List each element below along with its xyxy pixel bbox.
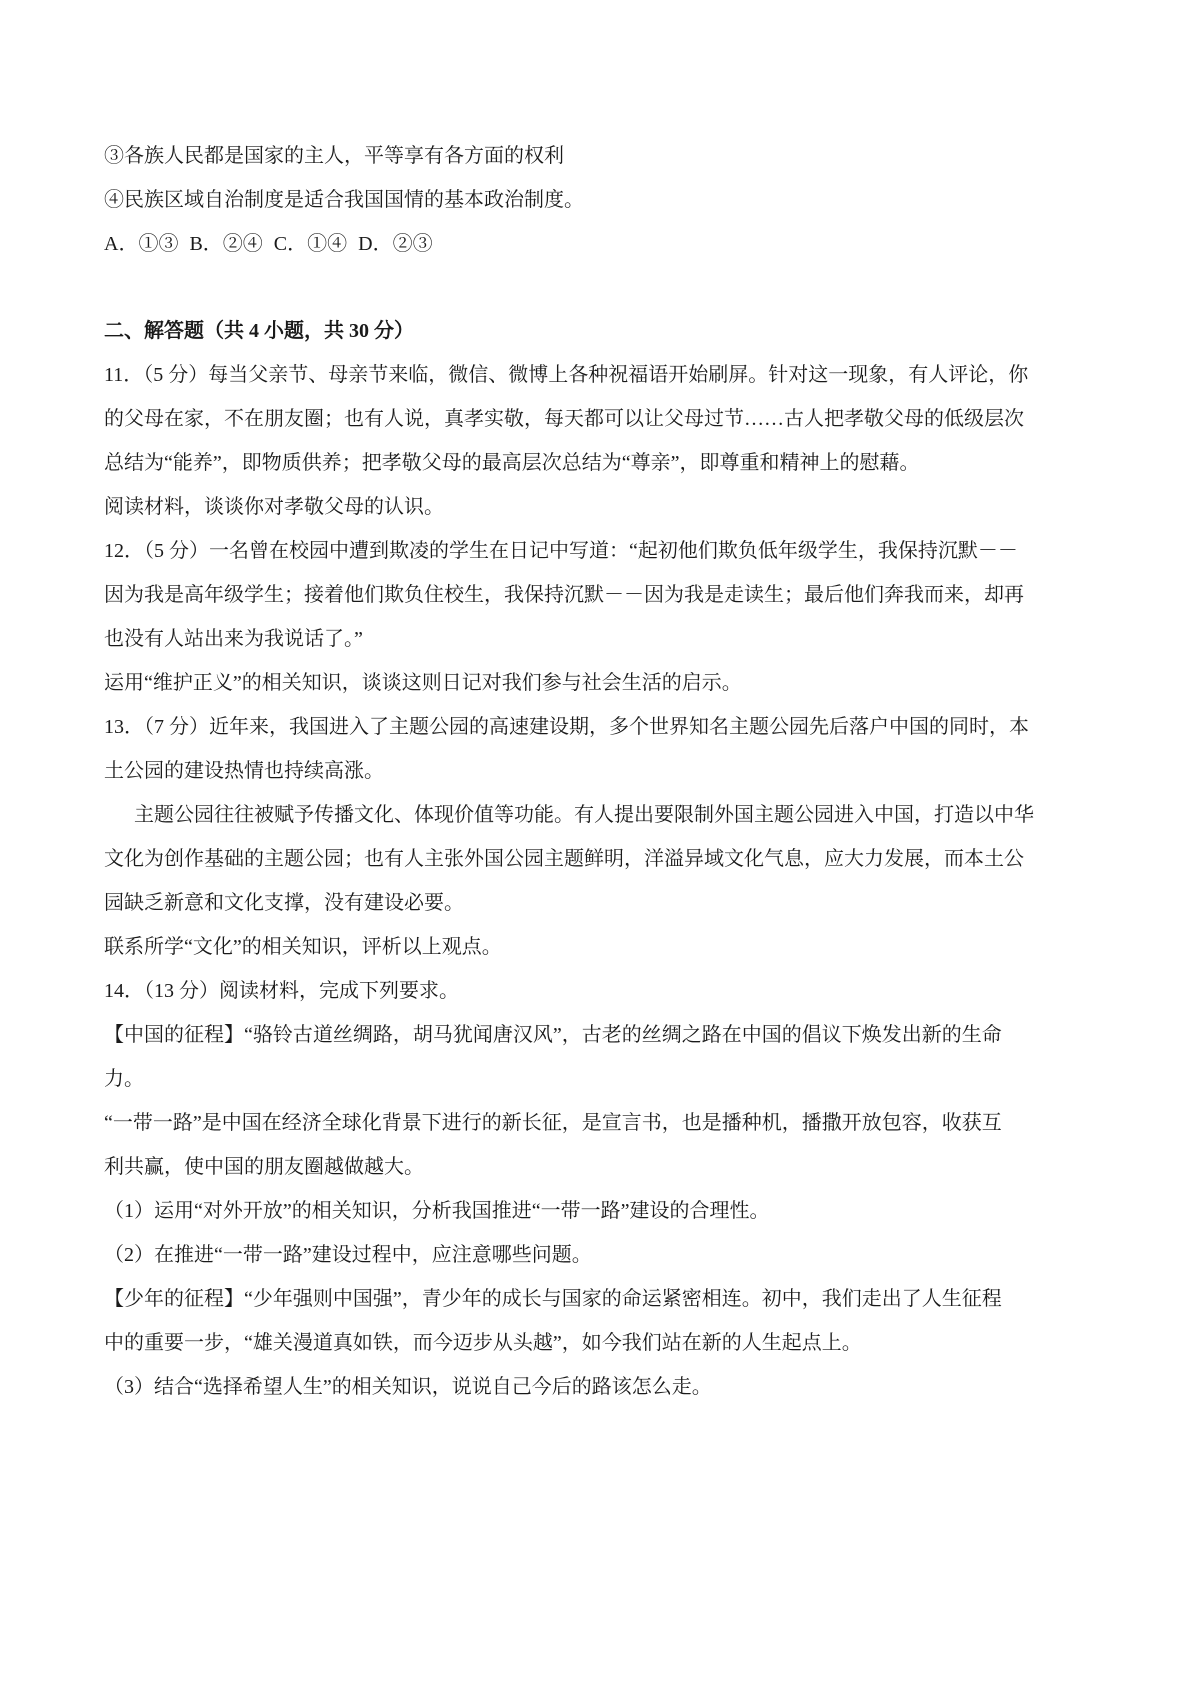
q13-prompt: 联系所学“文化”的相关知识，评析以上观点。 [104,936,502,958]
q14-line-3: 力。 [104,1068,144,1090]
q14-line-1: 14．（13 分）阅读材料，完成下列要求。 [104,980,459,1002]
section-2-title: 二、解答题（共 4 小题，共 30 分） [104,320,414,342]
q11-line-3: 总结为“能养”，即物质供养；把孝敬父母的最高层次总结为“尊亲”，即尊重和精神上的慰藉。 [104,452,920,474]
q11-line-2: 的父母在家，不在朋友圈；也有人说，真孝实敬，每天都可以让父母过节……古人把孝敬父母的低级层次 [104,408,1024,430]
q11-line-1: 11．（5 分）每当父亲节、母亲节来临，微信、微博上各种祝福语开始刷屏。针对这一现象，有人评论，你 [104,364,1029,386]
q14-sub-question-3: （3）结合“选择希望人生”的相关知识，说说自己今后的路该怎么走。 [104,1376,712,1398]
q14-line-5: 利共赢，使中国的朋友圈越做越大。 [104,1156,424,1178]
q14-sub-question-2: （2）在推进“一带一路”建设过程中，应注意哪些问题。 [104,1244,592,1266]
q14-line-7: 中的重要一步，“雄关漫道真如铁，而今迈步从头越”，如今我们站在新的人生起点上。 [104,1332,862,1354]
q12-line-2: 因为我是高年级学生；接着他们欺负住校生，我保持沉默－－因为我是走读生；最后他们奔我而来，却再 [104,584,1024,606]
option-a: A．①③ [104,233,179,255]
q12-line-1: 12．（5 分）一名曾在校园中遭到欺凌的学生在日记中写道：“起初他们欺负低年级学生，我保持沉默－－ [104,540,1018,562]
q12-line-3: 也没有人站出来为我说话了。” [104,628,363,650]
q14-sub-question-1: （1）运用“对外开放”的相关知识，分析我国推进“一带一路”建设的合理性。 [104,1200,770,1222]
q13-line-5: 园缺乏新意和文化支撑，没有建设必要。 [104,892,464,914]
option-b: B．②④ [189,233,263,255]
q14-line-4: “一带一路”是中国在经济全球化背景下进行的新长征，是宣言书，也是播种机，播撒开放包容，收获互 [104,1112,1002,1134]
q14-line-6: 【少年的征程】“少年强则中国强”，青少年的成长与国家的命运紧密相连。初中，我们走出了人生征程 [104,1288,1002,1310]
q14-line-2: 【中国的征程】“骆铃古道丝绸路，胡马犹闻唐汉风”，古老的丝绸之路在中国的倡议下焕发出新的生命 [104,1024,1002,1046]
q12-prompt: 运用“维护正义”的相关知识，谈谈这则日记对我们参与社会生活的启示。 [104,672,742,694]
q13-line-1: 13．（7 分）近年来，我国进入了主题公园的高速建设期，多个世界知名主题公园先后落户中国的同时，本 [104,716,1029,738]
q11-prompt: 阅读材料，谈谈你对孝敬父母的认识。 [104,496,444,518]
option-d: D．②③ [358,233,433,255]
option-c: C．①④ [273,233,348,255]
q10-item-4: ④民族区域自治制度是适合我国国情的基本政治制度。 [104,189,584,211]
q13-line-3: 主题公园往往被赋予传播文化、体现价值等功能。有人提出要限制外国主题公园进入中国，打造以中华 [134,804,1034,826]
q10-options [104,231,439,257]
q13-line-4: 文化为创作基础的主题公园；也有人主张外国公园主题鲜明，洋溢异域文化气息，应大力发展，而本土公 [104,848,1024,870]
q10-item-3: ③各族人民都是国家的主人，平等享有各方面的权利 [104,145,564,167]
q13-line-2: 土公园的建设热情也持续高涨。 [104,760,384,782]
